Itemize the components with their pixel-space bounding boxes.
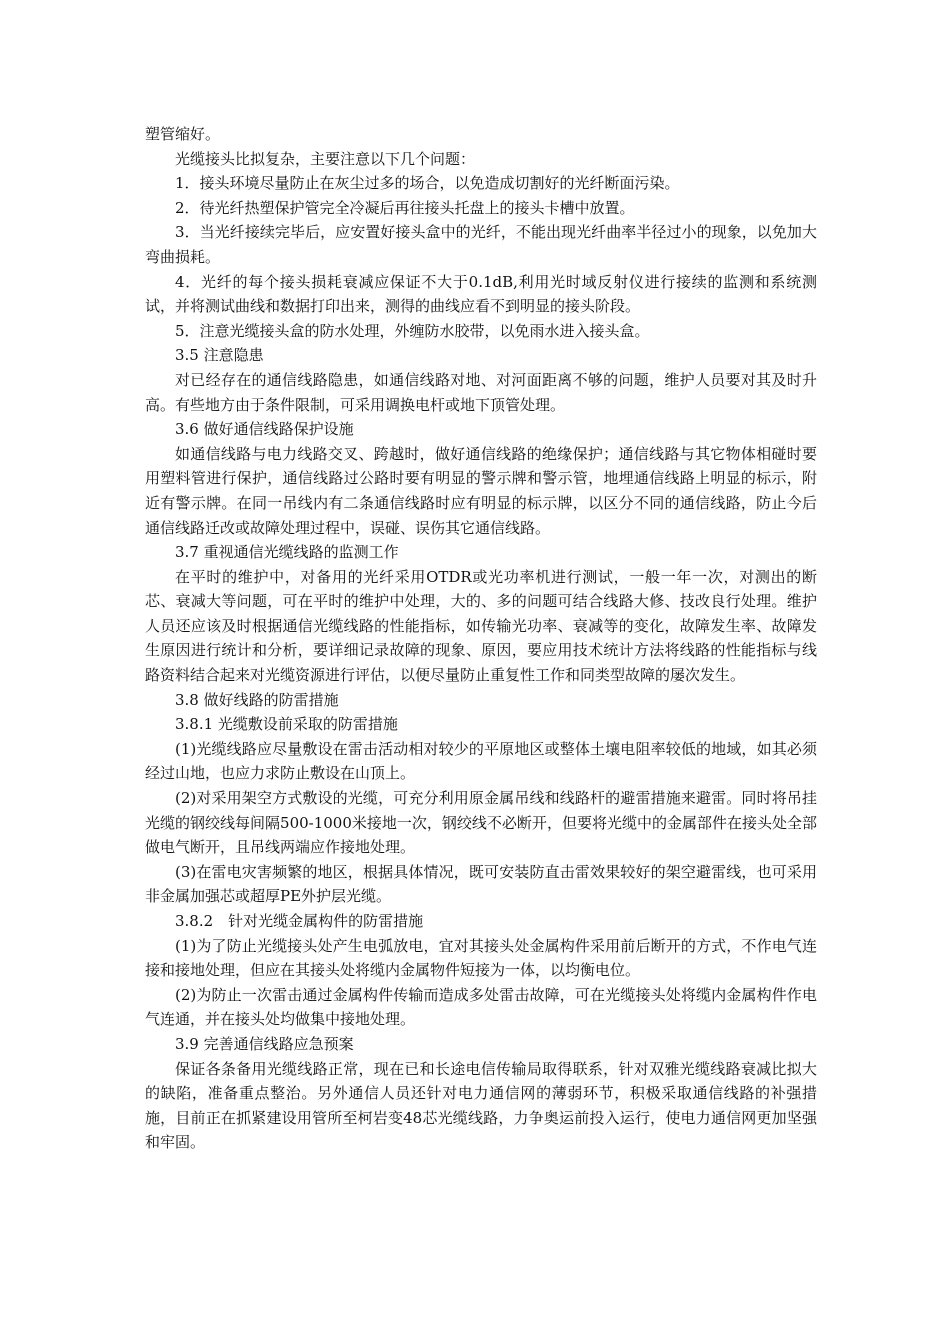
paragraph: 光缆接头比拟复杂，主要注意以下几个问题： (175, 149, 476, 168)
paragraph: 如通信线路与电力线路交叉、跨越时，做好通信线路的绝缘保护；通信线路与其它物体相碰时要用塑料管进行保护，通信线路过公路时要有明显的警示牌和警示管，地埋通信线路上明显的标示，附近有警示牌。在同一吊线内有二条通信线路时应有明显的标示牌，以区分不同的通信线路，防止今后通信线路迁改或故障处理过程中，误碰、误伤其它通信线路。 (145, 444, 817, 537)
subsection-heading: 3.8.1 光缆敷设前采取的防雷措施 (175, 715, 398, 734)
list-item: 5．注意光缆接头盒的防水处理，外缠防水胶带，以免雨水进入接头盒。 (175, 321, 650, 340)
list-item: 1．接头环境尽量防止在灰尘过多的场合，以免造成切割好的光纤断面污染。 (175, 174, 680, 193)
section-heading: 3.8 做好线路的防雷措施 (175, 690, 339, 709)
paragraph: 在平时的维护中，对备用的光纤采用OTDR或光功率机进行测试，一般一年一次，对测出的断芯、衰减大等问题，可在平时的维护中处理，大的、多的问题可结合线路大修、技改良行处理。维护人员还应该及时根据通信光缆线路的性能指标，如传输光功率、衰减等的变化，故障发生率、故障发生原因进行统计和分析，要详细记录故障的现象、原因，要应用技术统计方法将线路的性能指标与线路资料结合起来对光缆资源进行评估，以便尽量防止重复性工作和同类型故障的屡次发生。 (145, 567, 817, 685)
section-heading: 3.9 完善通信线路应急预案 (175, 1034, 354, 1053)
section-heading: 3.6 做好通信线路保护设施 (175, 420, 354, 439)
paragraph: 保证各条备用光缆线路正常，现在已和长途电信传输局取得联系，针对双雅光缆线路衰减比拟大的缺陷，准备重点整治。另外通信人员还针对电力通信网的薄弱环节，积极采取通信线路的补强措施，目前正在抓紧建设用管所至柯岩变48芯光缆线路，力争奥运前投入运行，使电力通信网更加坚强和牢固。 (145, 1059, 817, 1152)
paragraph: 对已经存在的通信线路隐患，如通信线路对地、对河面距离不够的问题，维护人员要对其及时升高。有些地方由于条件限制，可采用调换电杆或地下顶管处理。 (145, 370, 817, 414)
paragraph: (1)为了防止光缆接头处产生电弧放电，宜对其接头处金属构件采用前后断开的方式，不作电气连接和接地处理，但应在其接头处将缆内金属物件短接为一体，以均衡电位。 (145, 936, 817, 980)
paragraph: (2)对采用架空方式敷设的光缆，可充分利用原金属吊线和线路杆的避雷措施来避雷。同时将吊挂光缆的钢绞线每间隔500-1000米接地一次，钢绞线不必断开，但要将光缆中的金属部件在接头处全部做电气断开，且吊线两端应作接地处理。 (145, 789, 817, 857)
paragraph: (3)在雷电灾害频繁的地区，根据具体情况，既可安装防直击雷效果较好的架空避雷线，也可采用非金属加强芯或超厚PE外护层光缆。 (145, 862, 817, 906)
paragraph: (1)光缆线路应尽量敷设在雷击活动相对较少的平原地区或整体土壤电阻率较低的地域，如其必须经过山地，也应力求防止敷设在山顶上。 (145, 739, 817, 783)
section-heading: 3.5 注意隐患 (175, 346, 264, 365)
list-item: 4．光纤的每个接头损耗衰减应保证不大于0.1dB,利用光时域反射仪进行接续的监测和系统测试，并将测试曲线和数据打印出来，测得的曲线应看不到明显的接头阶段。 (145, 272, 817, 316)
paragraph: (2)为防止一次雷击通过金属构件传输而造成多处雷击故障，可在光缆接头处将缆内金属构件作电气连通，并在接头处均做集中接地处理。 (145, 985, 817, 1029)
document-body (145, 122, 817, 1155)
list-item: 2．待光纤热塑保护管完全冷凝后再往接头托盘上的接头卡槽中放置。 (175, 198, 635, 217)
subsection-heading: 3.8.2 针对光缆金属构件的防雷措施 (175, 912, 424, 930)
section-heading: 3.7 重视通信光缆线路的监测工作 (175, 543, 399, 562)
list-item: 3．当光纤接续完毕后，应安置好接头盒中的光纤，不能出现光纤曲率半径过小的现象，以免加大弯曲损耗。 (145, 223, 817, 266)
paragraph: 塑管缩好。 (145, 125, 221, 143)
